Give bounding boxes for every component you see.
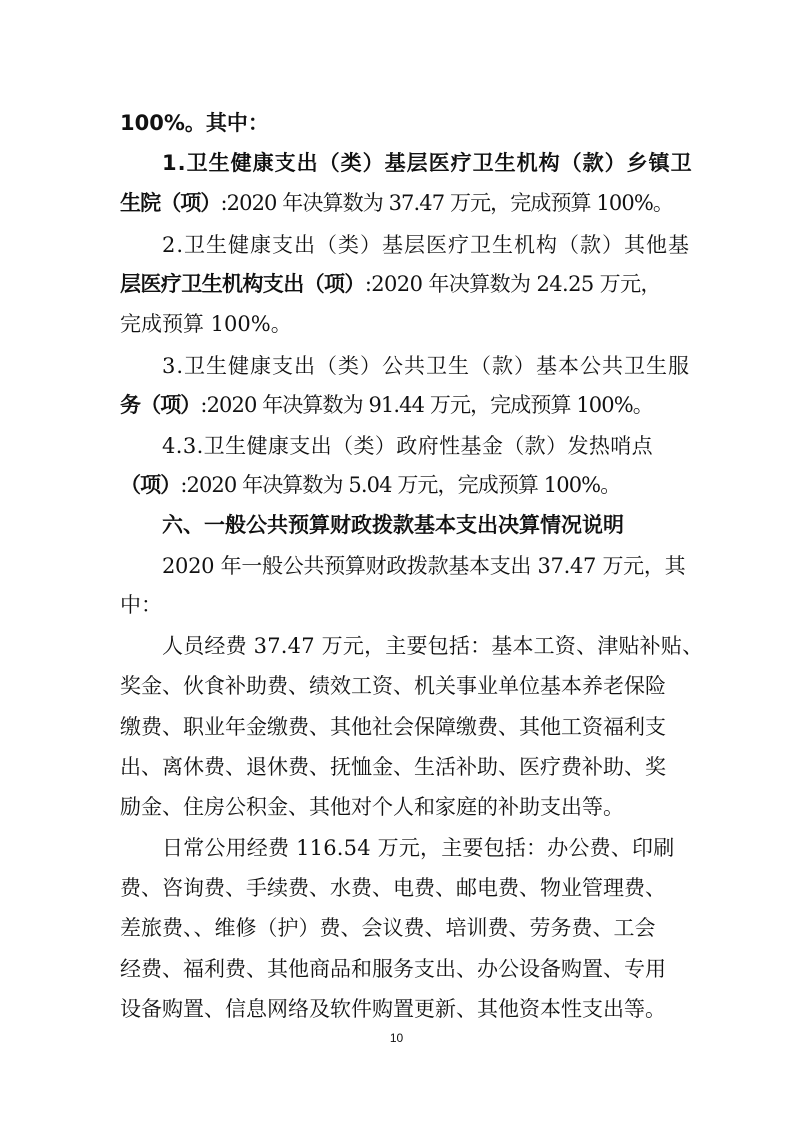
normal-text: 缴费、职业年金缴费、其他社会保障缴费、其他工资福利支	[120, 715, 666, 739]
bold-text: （项）	[120, 473, 181, 497]
normal-text: 费、咨询费、手续费、水费、电费、邮电费、物业管理费、	[120, 876, 666, 900]
text-line-6	[120, 304, 793, 344]
normal-text: 中：	[120, 593, 162, 617]
normal-text: :2020 年决算数为 24.25 万元，	[364, 272, 661, 296]
text-line-4	[162, 225, 793, 265]
normal-text: 2020 年一般公共预算财政拨款基本支出 37.47 万元，其	[162, 554, 686, 578]
bold-text: 务（项）	[120, 393, 201, 417]
text-line-14	[162, 626, 793, 666]
normal-text: 日常公用经费 116.54 万元，主要包括：办公费、印刷	[162, 836, 675, 860]
normal-text: 奖金、伙食补助费、绩效工资、机关事业单位基本养老保险	[120, 674, 666, 698]
text-line-12	[162, 546, 793, 586]
normal-text: 差旅费、、维修（护）费、会议费、培训费、劳务费、工会	[120, 916, 656, 940]
bold-text: 层医疗卫生机构支出（项）	[120, 272, 365, 296]
text-line-10	[120, 465, 793, 505]
text-line-9	[162, 426, 793, 466]
bold-text: 1.卫生健康支出（类）基层医疗卫生机构（款）乡镇卫	[162, 151, 693, 175]
text-line-2	[162, 143, 793, 183]
normal-text: 人员经费 37.47 万元，主要包括：基本工资、津贴补贴、	[162, 634, 704, 658]
normal-text: 设备购置、信息网络及软件购置更新、其他资本性支出等。	[120, 997, 666, 1021]
bold-text: 生院（项）	[120, 191, 221, 215]
text-line-5	[120, 264, 793, 304]
text-line-15	[120, 666, 793, 706]
text-line-1	[120, 103, 793, 143]
text-line-7	[162, 346, 793, 386]
text-line-18	[120, 787, 793, 827]
normal-text: 励金、住房公积金、其他对个人和家庭的补助支出等。	[120, 795, 624, 819]
text-line-19	[162, 828, 793, 868]
text-line-21	[120, 908, 793, 948]
text-line-13	[120, 585, 793, 625]
text-line-22	[120, 949, 793, 989]
page-number: 10	[389, 1031, 404, 1045]
bold-text: 六、一般公共预算财政拨款基本支出决算情况说明	[162, 513, 624, 537]
normal-text: 4.3.卫生健康支出（类）政府性基金（款）发热哨点	[162, 434, 654, 458]
normal-text: 3.卫生健康支出（类）公共卫生（款）基本公共卫生服	[162, 354, 691, 378]
text-line-17	[120, 747, 793, 787]
text-line-8	[120, 385, 793, 425]
text-line-23	[120, 989, 793, 1029]
text-line-3	[120, 183, 793, 223]
text-line-20	[120, 868, 793, 908]
normal-text: 2.卫生健康支出（类）基层医疗卫生机构（款）其他基	[162, 233, 691, 257]
normal-text: 出、离休费、退休费、抚恤金、生活补助、医疗费补助、奖	[120, 755, 666, 779]
normal-text: :2020 年决算数为 91.44 万元，完成预算 100%。	[200, 393, 653, 417]
normal-text: :2020 年决算数为 37.47 万元，完成预算 100%。	[220, 191, 673, 215]
text-line-11	[162, 505, 793, 545]
text-line-16	[120, 707, 793, 747]
normal-text: :2020 年决算数为 5.04 万元，完成预算 100%。	[180, 473, 621, 497]
normal-text: 经费、福利费、其他商品和服务支出、办公设备购置、专用	[120, 957, 666, 981]
bold-text: 100%。其中：	[120, 111, 269, 135]
normal-text: 完成预算 100%。	[120, 312, 292, 336]
